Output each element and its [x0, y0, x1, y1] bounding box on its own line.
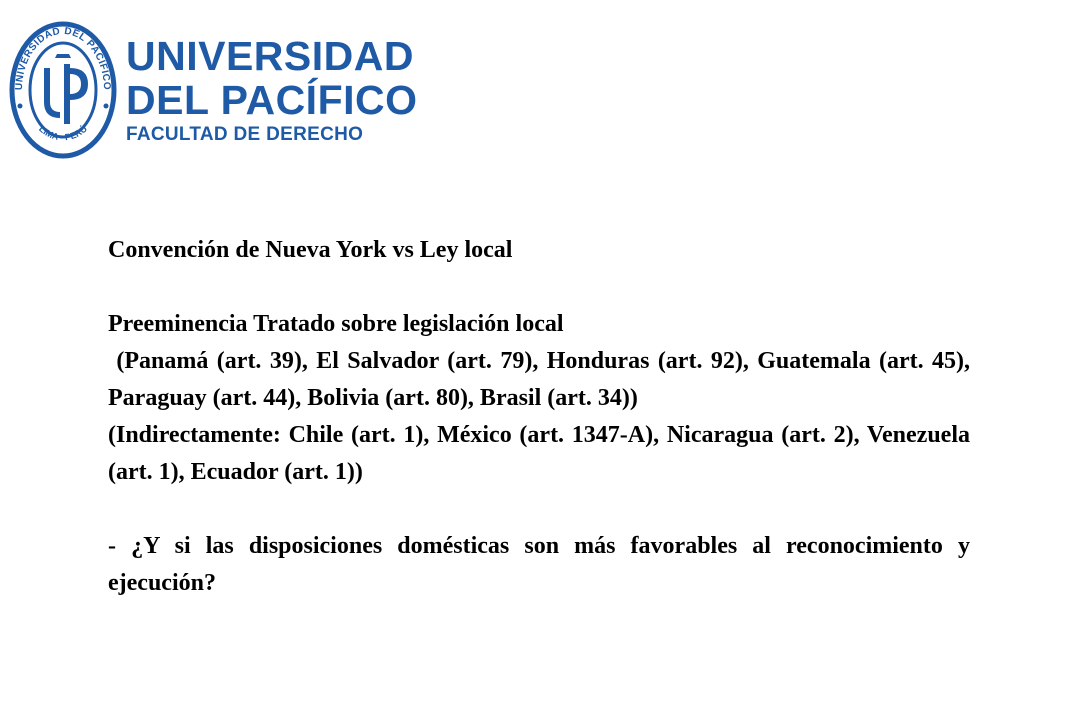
slide-title: Convención de Nueva York vs Ley local — [108, 237, 513, 263]
question-paragraph: - ¿Y si las disposiciones domésticas son más favorables al reconocimiento y ejecución? — [108, 533, 970, 596]
faculty-name: FACULTAD DE DERECHO — [126, 124, 364, 145]
spacer — [108, 491, 970, 528]
university-name-line2: DEL PACÍFICO — [126, 77, 418, 123]
university-name-line1: UNIVERSIDAD — [126, 33, 414, 79]
spacer — [108, 269, 970, 306]
university-seal-icon — [8, 20, 118, 160]
countries-indirect-paragraph: (Indirectamente: Chile (art. 1), México (art. 1347-A), Nicaragua (art. 2), Venezuela (art. 1), Ecuador (art. 1)) — [108, 422, 970, 485]
slide-subtitle: Preeminencia Tratado sobre legislación local — [108, 311, 564, 337]
university-wordmark — [126, 34, 418, 148]
countries-direct-paragraph: (Panamá (art. 39), El Salvador (art. 79), Honduras (art. 92), Guatemala (art. 45), Paraguay (art. 44), Bolivia (art. 80), Brasil (art. 34)) — [108, 348, 976, 411]
svg-text:UNIVERSIDAD DEL PACÍFICO — [14, 26, 112, 91]
university-logo — [8, 20, 428, 160]
svg-text:LIMA - PERÚ — [37, 123, 89, 142]
slide-content — [108, 232, 976, 602]
seal-top-text: UNIVERSIDAD DEL PACÍFICO — [13, 25, 113, 91]
seal-bottom-text: LIMA - PERÚ — [37, 123, 89, 143]
